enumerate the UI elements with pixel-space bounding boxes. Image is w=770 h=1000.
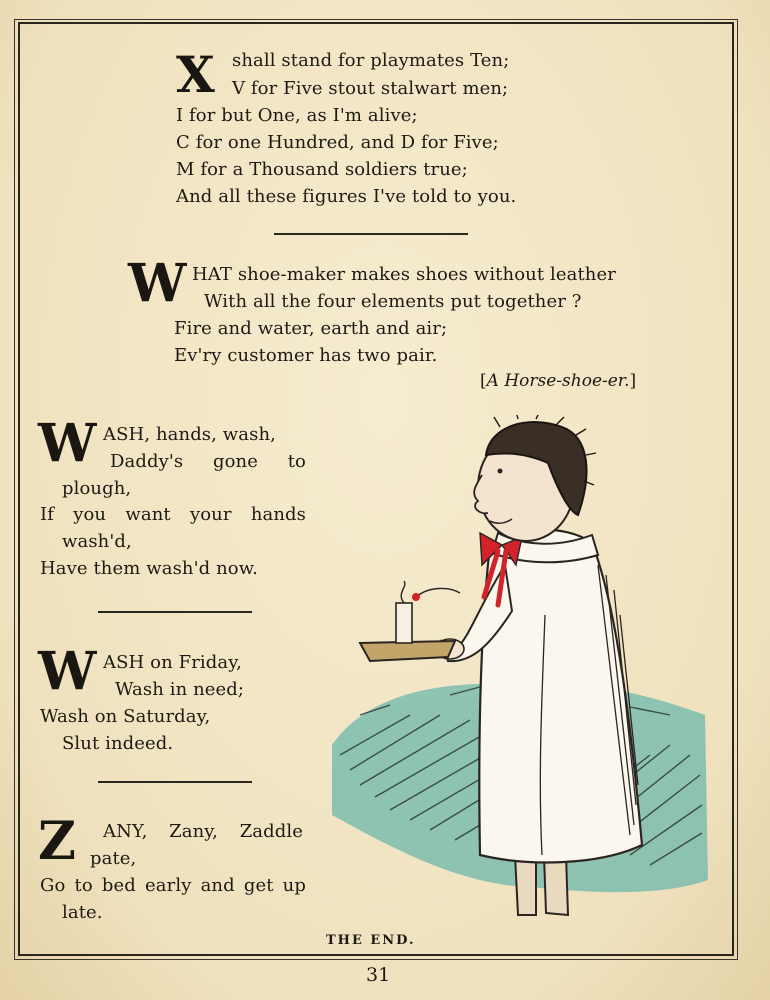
verse-line: wash'd, <box>62 531 132 552</box>
verse-line: C for one Hundred, and D for Five; <box>176 132 499 153</box>
page-number: 31 <box>366 964 391 986</box>
candle <box>396 603 412 643</box>
answer-bracket-close: ] <box>629 371 637 391</box>
verse-line: Fire and water, earth and air; <box>174 318 448 339</box>
verse-line: Ev'ry customer has two pair. <box>174 345 438 366</box>
drop-cap-x: X <box>176 45 215 104</box>
verse-line: M for a Thousand soldiers true; <box>176 159 468 180</box>
section-divider <box>98 611 252 613</box>
verse-line: HAT shoe-maker makes shoes without leather <box>192 264 616 285</box>
verse-line: If you want your hands <box>40 504 306 525</box>
verse-line: shall stand for playmates Ten; <box>232 50 510 71</box>
boy-leg-right <box>544 855 568 915</box>
verse-line: I for but One, as I'm alive; <box>176 105 418 126</box>
verse-line: Wash on Saturday, <box>40 706 211 727</box>
verse-line: late. <box>62 902 103 923</box>
verse-line: Have them wash'd now. <box>40 558 258 579</box>
verse-line: plough, <box>62 478 132 499</box>
verse-line: With all the four elements put together ? <box>204 291 582 312</box>
boy-with-candle-illustration <box>330 415 710 925</box>
verse-line: ASH on Friday, <box>103 652 242 673</box>
boy-eye <box>498 469 503 474</box>
drop-cap-w: W <box>38 413 97 474</box>
drop-cap-w: W <box>38 641 97 702</box>
candle-smoke <box>414 588 460 599</box>
verse-line: ASH, hands, wash, <box>103 424 276 445</box>
answer-text: A Horse-shoe-er. <box>486 371 630 391</box>
verse-line: Slut indeed. <box>62 733 174 754</box>
riddle-answer <box>480 371 636 391</box>
verse-line: Daddy's gone to <box>110 451 306 472</box>
candlestick-tray <box>360 641 455 661</box>
verse-line: ANY, Zany, Zaddle <box>103 821 303 842</box>
drop-cap-w: W <box>128 253 187 314</box>
boy-leg-left <box>515 855 536 915</box>
end-label: THE END. <box>326 933 416 948</box>
verse-line: Go to bed early and get up <box>40 875 306 896</box>
drop-cap-z: Z <box>38 811 76 872</box>
candle-flame-tip <box>412 593 420 601</box>
verse-line: V for Five stout stalwart men; <box>232 78 509 99</box>
verse-line: And all these figures I've told to you. <box>176 186 517 207</box>
verse-line: pate, <box>90 848 137 869</box>
answer-bracket-open: [ <box>480 371 487 391</box>
section-divider <box>98 781 252 783</box>
section-divider <box>274 233 468 235</box>
candle-flame-icon <box>401 581 405 603</box>
verse-line: Wash in need; <box>115 679 245 700</box>
